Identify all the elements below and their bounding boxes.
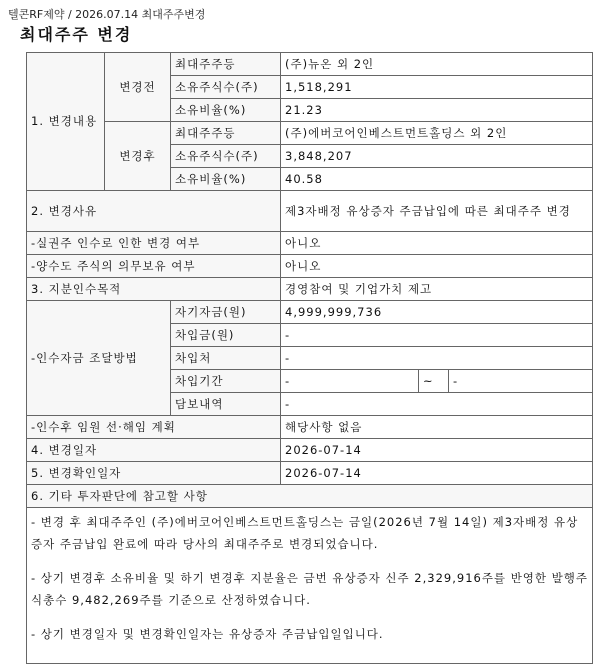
page-title: 최대주주 변경 [20, 25, 133, 44]
officer-plan-value: 해당사항 없음 [281, 416, 593, 439]
field-label: 소유주식수(주) [171, 76, 281, 99]
table-row [27, 232, 593, 255]
funding-method-label: -인수자금 조달방법 [27, 301, 171, 416]
table-row [27, 462, 593, 485]
field-label: 담보내역 [171, 393, 281, 416]
confirm-date-value: 2026-07-14 [281, 462, 593, 485]
field-label: 차입기간 [171, 370, 281, 393]
field-label: 소유주식수(주) [171, 145, 281, 168]
field-label: 최대주주등 [171, 53, 281, 76]
note-paragraph: - 상기 변경후 소유비율 및 하기 변경후 지분율은 금번 유상증자 신주 2,329,916주를 반영한 발행주식총수 9,482,269주를 기준으로 산정하였습니다. [31, 571, 589, 607]
table-row [27, 255, 593, 278]
table-row [27, 278, 593, 301]
before-label: 변경전 [105, 53, 171, 122]
table-row [27, 416, 593, 439]
change-reason-label: 2. 변경사유 [27, 191, 281, 232]
field-value: 21.23 [281, 99, 593, 122]
table-row [27, 439, 593, 462]
field-value: - [281, 324, 593, 347]
change-reason-value: 제3자배정 유상증자 주금납입에 따른 최대주주 변경 [281, 191, 593, 232]
field-value: (주)에버코어인베스트먼트홀딩스 외 2인 [281, 122, 593, 145]
change-date-label: 4. 변경일자 [27, 439, 281, 462]
field-value: - [281, 393, 593, 416]
field-value: - [281, 347, 593, 370]
lockup-label: -양수도 주식의 의무보유 여부 [27, 255, 281, 278]
change-content-label: 1. 변경내용 [27, 53, 105, 191]
other-notes-body [27, 508, 593, 664]
acquisition-purpose-value: 경영참여 및 기업가치 제고 [281, 278, 593, 301]
field-value: 3,848,207 [281, 145, 593, 168]
field-value: (주)뉴온 외 2인 [281, 53, 593, 76]
period-separator: ~ [419, 370, 449, 393]
company-date-line: 텔콘RF제약 / 2026.07.14 최대주주변경 [8, 8, 206, 21]
field-label: 차입처 [171, 347, 281, 370]
field-label: 자기자금(원) [171, 301, 281, 324]
change-date-value: 2026-07-14 [281, 439, 593, 462]
disclosure-table [26, 52, 593, 664]
confirm-date-label: 5. 변경확인일자 [27, 462, 281, 485]
note-paragraph: - 변경 후 최대주주인 (주)에버코어인베스트먼트홀딩스는 금일(2026년 7월 14일) 제3자배정 유상증자 주금납입 완료에 따라 당사의 최대주주로 변경되었습니다. [31, 515, 579, 551]
officer-plan-label: -인수후 임원 선·해임 계획 [27, 416, 281, 439]
forfeited-share-value: 아니오 [281, 232, 593, 255]
forfeited-share-label: -실권주 인수로 인한 변경 여부 [27, 232, 281, 255]
field-value: 4,999,999,736 [281, 301, 593, 324]
lockup-value: 아니오 [281, 255, 593, 278]
field-label: 소유비율(%) [171, 168, 281, 191]
table-row [27, 53, 593, 76]
table-row [27, 485, 593, 508]
field-value: 40.58 [281, 168, 593, 191]
other-notes-label: 6. 기타 투자판단에 참고할 사항 [27, 485, 593, 508]
after-label: 변경후 [105, 122, 171, 191]
field-label: 소유비율(%) [171, 99, 281, 122]
field-label: 차입금(원) [171, 324, 281, 347]
note-paragraph: - 상기 변경일자 및 변경확인일자는 유상증자 주금납입일입니다. [31, 627, 384, 641]
acquisition-purpose-label: 3. 지분인수목적 [27, 278, 281, 301]
field-value: 1,518,291 [281, 76, 593, 99]
table-row [27, 508, 593, 664]
period-start: - [281, 370, 419, 393]
period-end: - [449, 370, 593, 393]
table-row [27, 301, 593, 324]
table-row [27, 122, 593, 145]
table-row [27, 191, 593, 232]
field-label: 최대주주등 [171, 122, 281, 145]
